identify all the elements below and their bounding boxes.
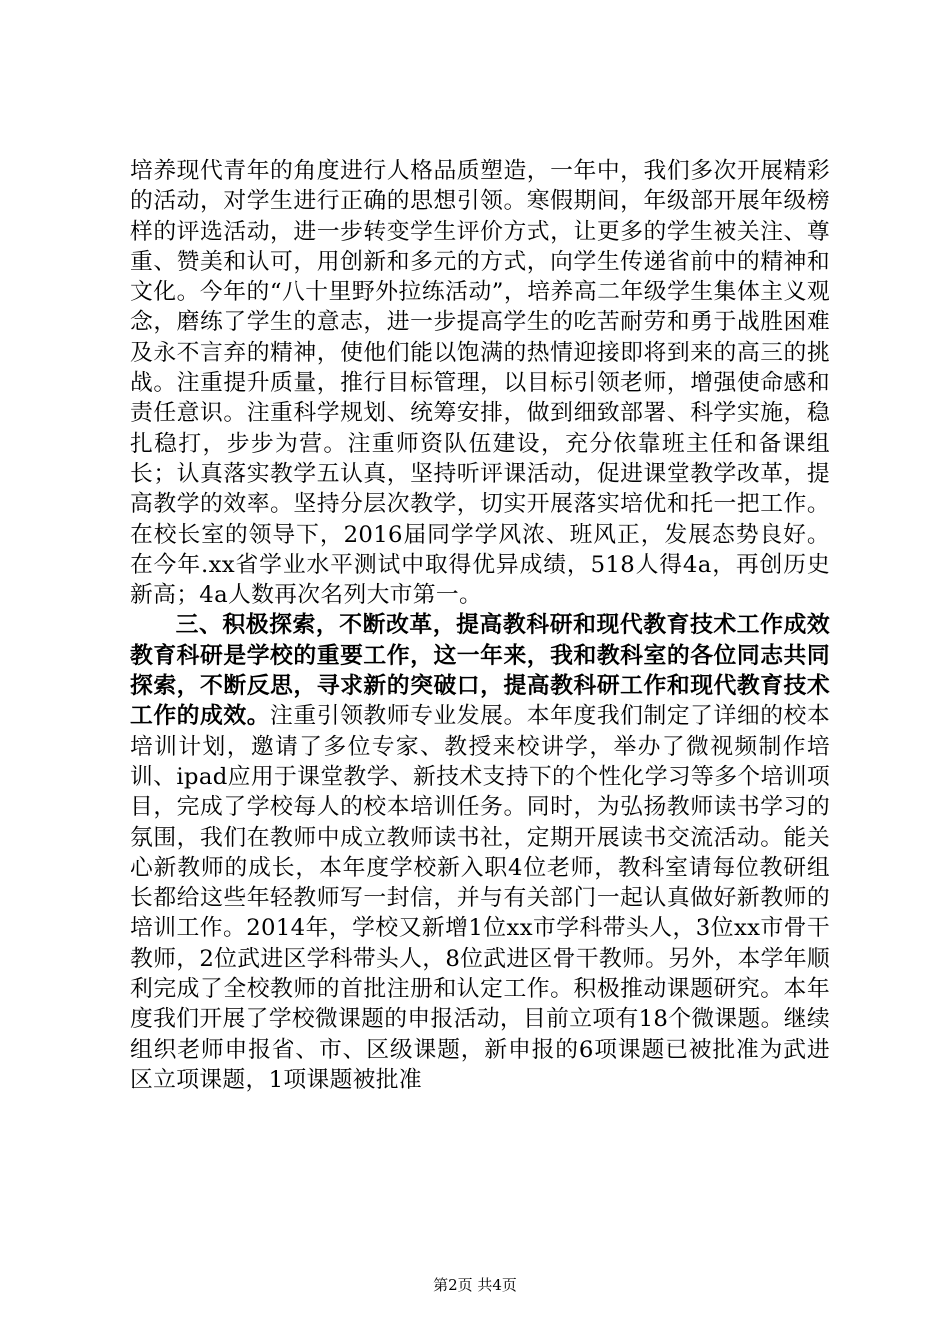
paragraph-2-body: 注重引领教师专业发展。本年度我们制定了详细的校本培训计划，邀请了多位专家、教授来校讲学，举办了微视频制作培训、ipad应用于课堂教学、新技术支持下的个性化学习等多个培训项目，完成了学校每人的校本培训任务。同时，为弘扬教师读书学习的氛围，我们在教师中成立教师读书社，定期开展读书交流活动。能关心新教师的成长，本年度学校新入职4位老师，教科室请每位教研组长都给这些年轻教师写一封信，并与有关部门一起认真做好新教师的培训工作。2014年，学校又新增1位xx市学科带头人，3位xx市骨干教师，2位武进区学科带头人，8位武进区骨干教师。另外，本学年顺利完成了全校教师的首批注册和认定工作。积极推动课题研究。本年度我们开展了学校微课题的申报活动，目前立项有18个微课题。继续组织老师申报省、市、区级课题，新申报的6项课题已被批准为武进区立项课题，1项课题被批准	[130, 703, 830, 1093]
paragraph-2	[130, 610, 830, 1095]
page-footer	[0, 1274, 950, 1295]
page-number: 第2页 共4页	[433, 1276, 517, 1294]
section-heading: 三、积极探索，不断改革，提高教科研和现代教育技术工作成效教育科研是学校的重要工作，这一年来，我和教科室的各位同志共同探索，不断反思，寻求新的突破口，提高教科研工作和现代教育技术工作的成效。	[130, 612, 830, 730]
paragraph-1: 培养现代青年的角度进行人格品质塑造，一年中，我们多次开展精彩的活动，对学生进行正确的思想引领。寒假期间，年级部开展年级榜样的评选活动，进一步转变学生评价方式，让更多的学生被关注、尊重、赞美和认可，用创新和多元的方式，向学生传递省前中的精神和文化。今年的“八十里野外拉练活动”，培养高二年级学生集体主义观念，磨练了学生的意志，进一步提高学生的吃苦耐劳和勇于战胜困难及永不言弃的精神，使他们能以饱满的热情迎接即将到来的高三的挑战。注重提升质量，推行目标管理，以目标引领老师，增强使命感和责任意识。注重科学规划、统筹安排，做到细致部署、科学实施，稳扎稳打，步步为营。注重师资队伍建设，充分依靠班主任和备课组长；认真落实教学五认真，坚持听评课活动，促进课堂教学改革，提高教学的效率。坚持分层次教学，切实开展落实培优和托一把工作。在校长室的领导下，2016届同学学风浓、班风正，发展态势良好。在今年.xx省学业水平测试中取得优异成绩，518人得4a，再创历史新高；4a人数再次名列大市第一。	[130, 158, 830, 609]
